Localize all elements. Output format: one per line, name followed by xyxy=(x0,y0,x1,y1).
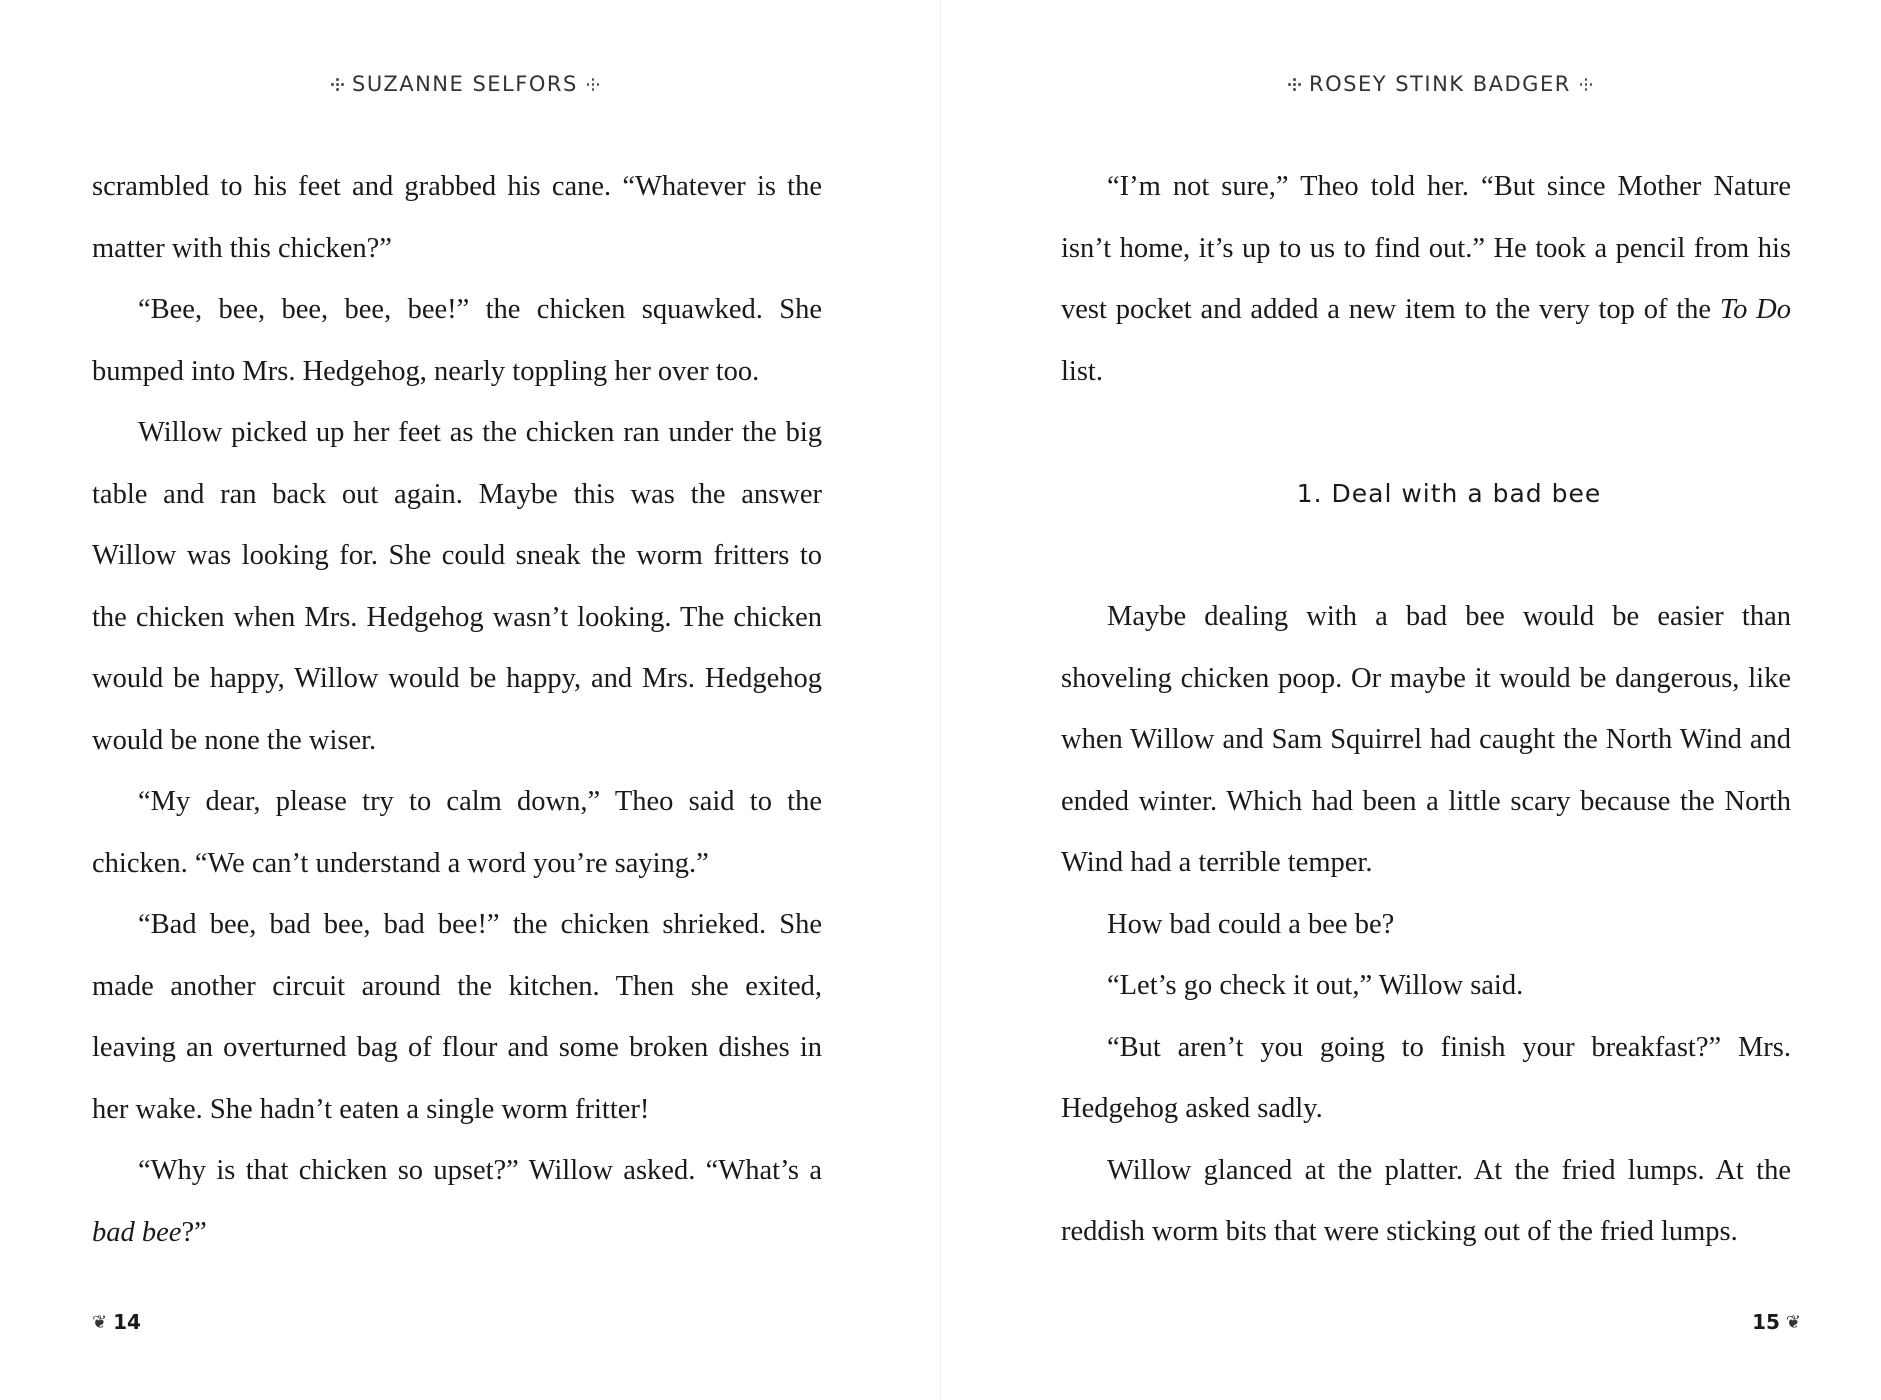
todo-list-item: 1. Deal with a bad bee xyxy=(1296,479,1602,509)
page-number-right xyxy=(1752,1310,1801,1334)
page-number: 15 xyxy=(1752,1310,1780,1334)
paragraph-text: “I’m not sure,” Theo told her. “But since Mother Nature isn’t home, it’s up to us to find out.” He took a pencil from his vest pocket and added a new item to the very top of the xyxy=(1061,171,1791,325)
paragraph: “My dear, please try to calm down,” Theo said to the chicken. “We can’t understand a word you’re saying.” xyxy=(92,786,822,879)
paragraph xyxy=(1061,156,1791,402)
left-page xyxy=(0,0,940,1400)
italic-text: bad bee xyxy=(92,1216,182,1248)
paragraph: “Bee, bee, bee, bee, bee!” the chicken squawked. She bumped into Mrs. Hedgehog, nearly toppling her over too. xyxy=(92,294,822,387)
right-body-text xyxy=(1061,156,1791,1263)
paragraph: How bad could a bee be? xyxy=(1107,908,1395,940)
paragraph: scrambled to his feet and grabbed his cane. “Whatever is the matter with this chicken?” xyxy=(92,171,822,264)
page-number: 14 xyxy=(113,1310,141,1334)
leaf-sprig-icon: ❦ xyxy=(1785,1311,1801,1333)
page-number-left xyxy=(92,1310,141,1334)
paragraph: “But aren’t you going to finish your breakfast?” Mrs. Hedgehog asked sadly. xyxy=(1061,1031,1791,1124)
running-head-author xyxy=(330,72,600,96)
paragraph: Maybe dealing with a bad bee would be easier than shoveling chicken poop. Or maybe it would be dangerous, like when Willow and Sam Squirrel had caught the North Wind and ended winter. Which had been a little scary because the North Wind had a terrible temper. xyxy=(1061,601,1791,878)
dot-ornament-icon xyxy=(330,77,344,91)
paragraph: “Let’s go check it out,” Willow said. xyxy=(1107,970,1524,1001)
paragraph-text: “Why is that chicken so upset?” Willow asked. “What’s a xyxy=(138,1155,822,1186)
paragraph xyxy=(92,1140,822,1263)
dot-ornament-icon xyxy=(1579,77,1593,91)
paragraph: Willow picked up her feet as the chicken ran under the big table and ran back out again. Maybe this was the answer Willow was looking for. She could sneak the worm fritters to the chicken when Mrs. Hedgehog wasn’t looking. The chicken would be happy, Willow would be happy, and Mrs. Hedgehog would be none the wiser. xyxy=(92,417,822,756)
dot-ornament-icon xyxy=(1287,77,1301,91)
paragraph-tail: list. xyxy=(1061,355,1103,387)
running-head-title xyxy=(1287,72,1593,96)
author-name: SUZANNE SELFORS xyxy=(352,72,578,96)
paragraph: “Bad bee, bad bee, bad bee!” the chicken shrieked. She made another circuit around the kitchen. Then she exited, leaving an overturned bag of flour and some broken dishes in her wake. She hadn’t eaten a single worm fritter! xyxy=(92,909,822,1125)
paragraph-tail: ?” xyxy=(181,1216,207,1248)
left-body-text xyxy=(92,156,822,1263)
dot-ornament-icon xyxy=(586,77,600,91)
leaf-sprig-icon: ❦ xyxy=(92,1311,108,1333)
right-page xyxy=(941,0,1881,1400)
italic-text: To Do xyxy=(1719,294,1791,325)
book-title: ROSEY STINK BADGER xyxy=(1309,72,1571,96)
paragraph: Willow glanced at the platter. At the fried lumps. At the reddish worm bits that were sticking out of the fried lumps. xyxy=(1061,1154,1791,1247)
